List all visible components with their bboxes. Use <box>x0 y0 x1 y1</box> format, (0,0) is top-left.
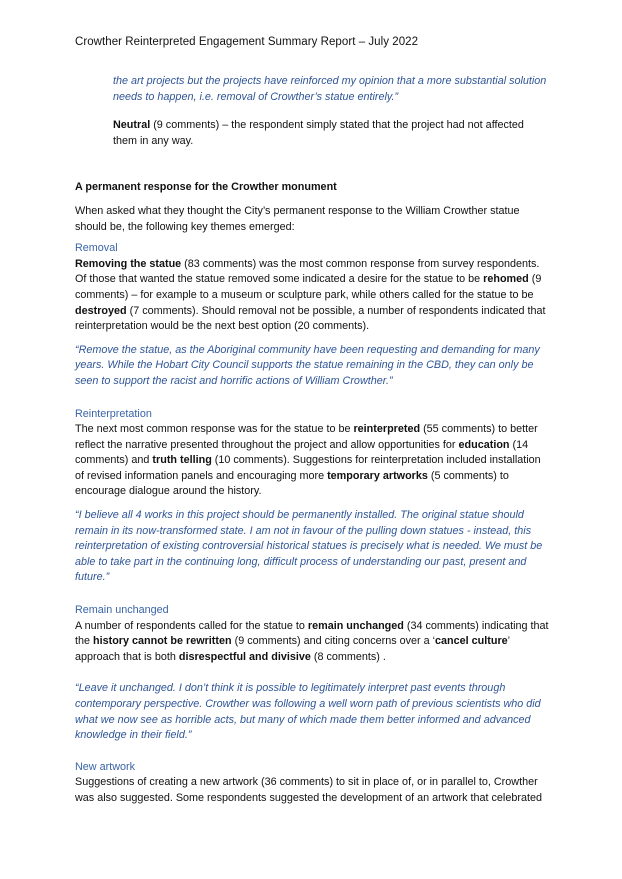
removal-text-6: (7 comments). Should removal not be possible, a number of respondents indicated that reinterpretation would be the next best option (20 comments). <box>75 304 546 333</box>
reinterpretation-paragraph <box>75 422 550 500</box>
unchanged-bold-8: disrespectful and divisive <box>178 650 311 663</box>
reinterp-text-9: (5 comments) to encourage dialogue around the history. <box>75 469 509 498</box>
section-title: A permanent response for the Crowther monument <box>75 181 337 194</box>
unchanged-quote: “Leave it unchanged. I don’t think it is possible to legitimately interpret past events through contemporary perspective. Crowther was following a well worn path of previous scientists who did what we now see as horrible acts, but many of which made them better informed and advanced knowledge in their field.” <box>75 682 541 742</box>
unchanged-text-7: ’ approach that is both <box>75 635 510 663</box>
reinterpretation-quote: “I believe all 4 works in this project should be permanently installed. The original statue should remain in its now-transformed state. I am not in favour of the pulling down statues - instead, this reinterpretation of existing controversial historical statues is precisely what is needed. We must be able to take part in the continuing long, difficult process of understanding our past, present and future.” <box>75 509 543 584</box>
removal-bold-5: destroyed <box>75 304 127 317</box>
unchanged-bold-4: history cannot be rewritten <box>93 635 232 648</box>
removal-text-4: (9 comments) – for example to a museum or sculpture park, while others called for the statue to be <box>75 273 542 301</box>
unchanged-paragraph <box>75 619 550 666</box>
unchanged-bold-6: cancel culture <box>435 635 508 648</box>
reinterp-bold-2: reinterpreted <box>353 423 421 436</box>
document-body <box>75 74 550 807</box>
unchanged-bold-2: remain unchanged <box>307 619 404 632</box>
new-artwork-heading: New artwork <box>75 760 135 773</box>
running-header: Crowther Reinterpreted Engagement Summary Report – July 2022 <box>75 36 419 48</box>
removal-quote: “Remove the statue, as the Aboriginal community have been requesting and demanding for many years. While the Hobart City Council supports the statue remaining in the CBD, they can only be seen to support the racist and horrific actions of William Crowther.” <box>75 343 540 387</box>
reinterp-text-3: (55 comments) to better reflect the narrative presented throughout the project and allow opportunities for <box>75 423 538 451</box>
removal-paragraph <box>75 257 550 335</box>
reinterp-text-5: (14 comments) and <box>75 438 529 467</box>
unchanged-text-1: A number of respondents called for the statue to <box>75 619 308 632</box>
reinterpretation-heading: Reinterpretation <box>75 407 152 420</box>
removal-bold-1: Removing the statue <box>75 257 182 270</box>
unchanged-text-5: (9 comments) and citing concerns over a ‘ <box>231 635 436 648</box>
neutral-paragraph <box>75 118 550 149</box>
reinterp-text-1: The next most common response was for the statue to be <box>75 423 354 436</box>
unchanged-heading: Remain unchanged <box>75 604 169 617</box>
reinterp-bold-4: education <box>458 438 510 451</box>
neutral-text: (9 comments) – the respondent simply stated that the project had not affected them in any way. <box>113 119 524 147</box>
unchanged-text-3: (34 comments) indicating that the <box>75 619 549 648</box>
reinterp-bold-6: truth telling <box>152 454 212 467</box>
neutral-label: Neutral <box>113 119 151 132</box>
section-intro: When asked what they thought the City’s permanent response to the William Crowther statue should be, the following key themes emerged: <box>75 204 520 233</box>
reinterp-bold-8: temporary artworks <box>327 469 428 482</box>
removal-text-2: (83 comments) was the most common response from survey respondents. Of those that wanted the statue removed some indicated a desire for the statue to be <box>75 257 540 286</box>
removal-bold-3: rehomed <box>483 273 529 286</box>
reinterp-text-7: (10 comments). Suggestions for reinterpretation included installation of revised information panels and encouraging more <box>75 454 541 482</box>
removal-heading: Removal <box>75 242 118 255</box>
unchanged-text-9: (8 comments) . <box>310 650 386 663</box>
quote-tail: the art projects but the projects have reinforced my opinion that a more substantial solution needs to happen, i.e. removal of Crowther’s statue entirely.” <box>113 75 547 103</box>
new-artwork-paragraph: Suggestions of creating a new artwork (36 comments) to sit in place of, or in parallel to, Crowther was also suggested. Some respondents suggested the development of an artwork that celebrated <box>75 776 542 804</box>
